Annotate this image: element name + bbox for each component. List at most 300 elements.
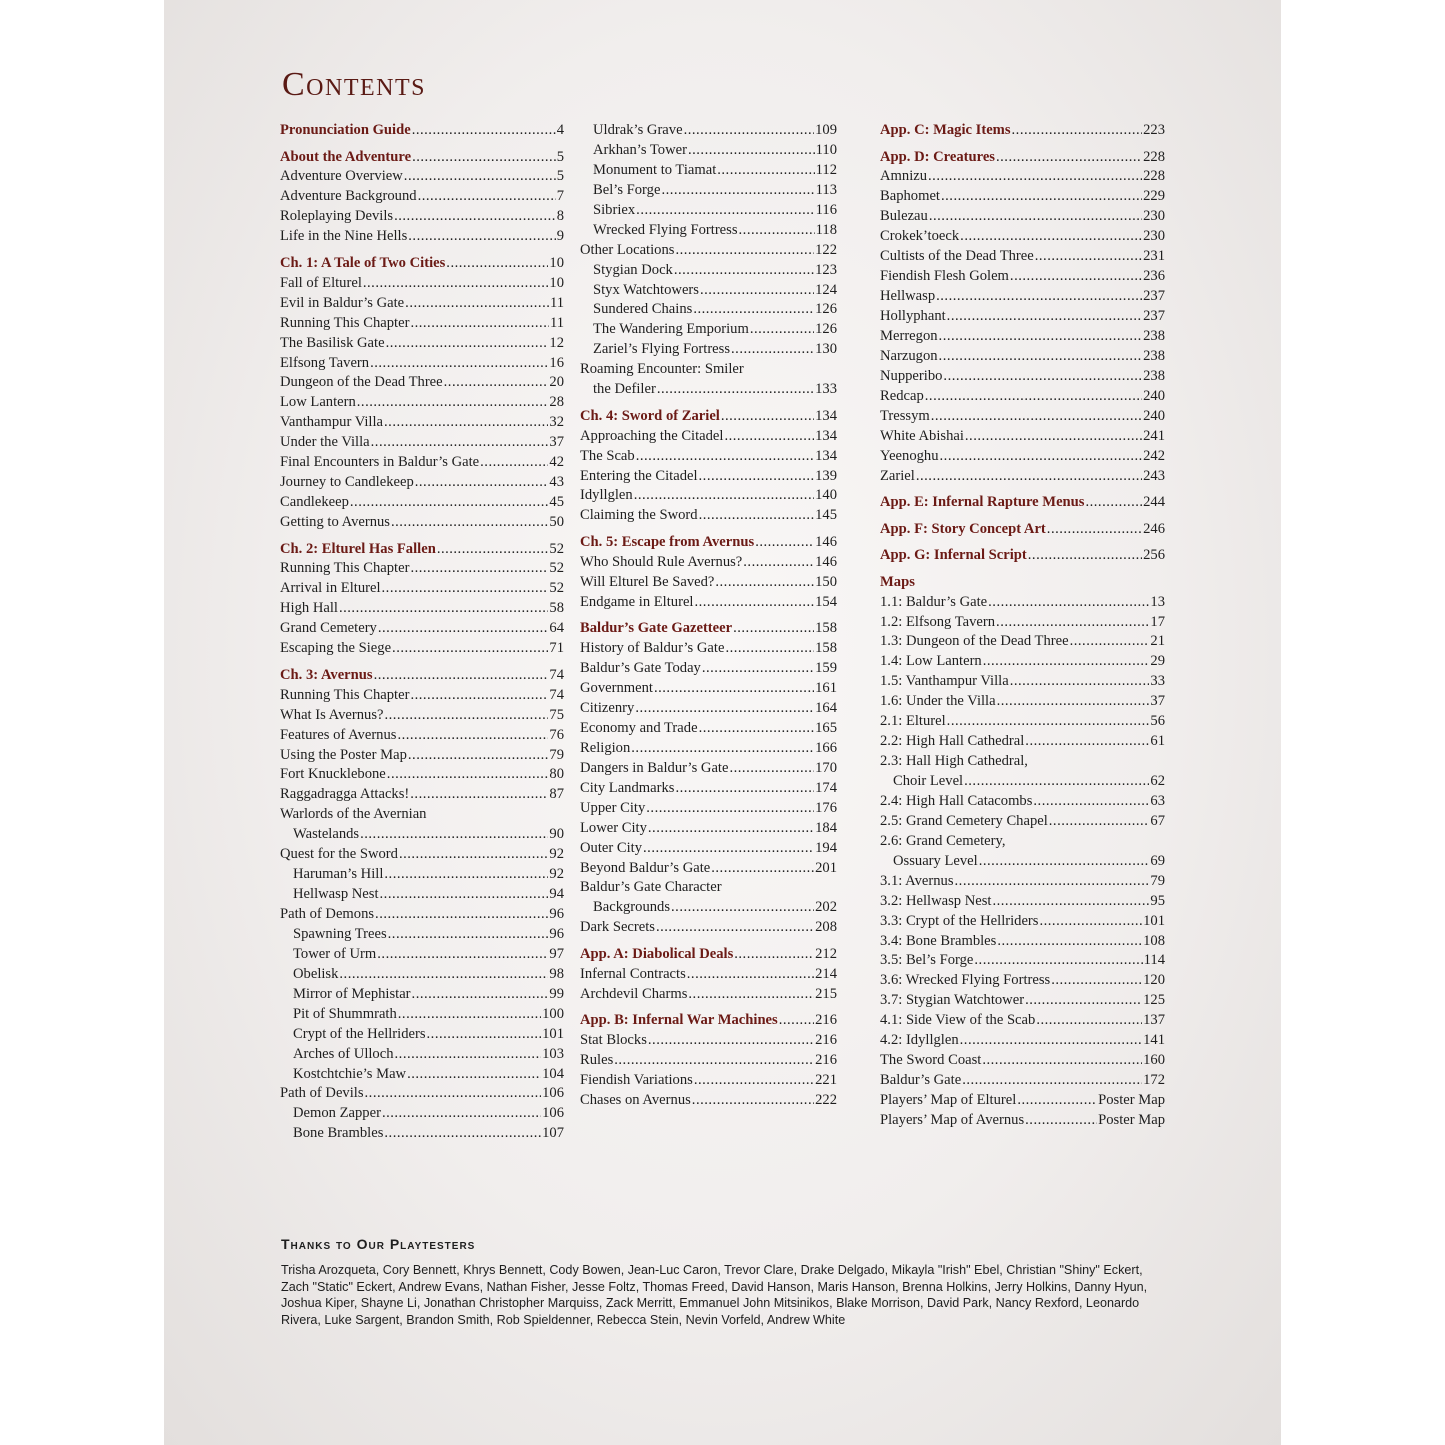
toc-entry-page: 133 xyxy=(815,381,837,398)
dot-leader xyxy=(755,533,814,553)
page-title: Contents xyxy=(282,66,427,103)
toc-entry-title: Fiendish Flesh Golem xyxy=(880,268,1009,285)
toc-entry-title: the Defiler xyxy=(593,381,656,398)
toc-entry xyxy=(280,1104,564,1124)
toc-entry-title: Low Lantern xyxy=(280,394,356,411)
toc-entry-page: 201 xyxy=(815,859,837,876)
toc-entry-title: City Landmarks xyxy=(580,779,675,796)
toc-entry-page: 228 xyxy=(1143,168,1165,185)
toc-entry-title: Government xyxy=(580,680,653,697)
dot-leader xyxy=(692,1091,814,1111)
toc-entry xyxy=(880,613,1165,633)
dot-leader xyxy=(410,785,548,805)
toc-entry xyxy=(880,1051,1165,1071)
toc-entry xyxy=(280,227,564,247)
toc-entry-title: About the Adventure xyxy=(280,148,412,165)
playtesters-heading: Thanks to Our Playtesters xyxy=(281,1236,476,1252)
toc-entry-page: 10 xyxy=(549,274,564,291)
toc-entry xyxy=(580,1091,837,1111)
dot-leader xyxy=(614,1051,814,1071)
toc-entry-title: Ch. 4: Sword of Zariel xyxy=(580,407,720,424)
toc-entry-title: Baphomet xyxy=(880,188,940,205)
toc-entry-title: App. E: Infernal Rapture Menus xyxy=(880,494,1085,511)
toc-entry-title: Zariel’s Flying Fortress xyxy=(593,341,731,358)
toc-entry-page: 125 xyxy=(1143,992,1165,1009)
toc-entry-page: 106 xyxy=(542,1085,564,1102)
toc-entry xyxy=(280,885,564,905)
toc-entry xyxy=(580,1051,837,1071)
toc-entry-title: Raggadragga Attacks! xyxy=(280,786,410,803)
toc-entry-page: 80 xyxy=(549,766,564,783)
toc-entry-page: 172 xyxy=(1143,1072,1165,1089)
toc-entry-title: Lower City xyxy=(580,819,647,836)
toc-entry-page: 126 xyxy=(815,301,837,318)
dot-leader xyxy=(631,739,814,759)
dot-leader xyxy=(939,347,1143,367)
dot-leader xyxy=(983,652,1150,672)
toc-entry xyxy=(280,453,564,473)
toc-entry-title: Economy and Trade xyxy=(580,719,698,736)
dot-leader xyxy=(929,207,1142,227)
dot-leader xyxy=(1025,1111,1097,1131)
dot-leader xyxy=(391,513,548,533)
toc-entry-page: 109 xyxy=(815,122,837,138)
toc-entry-title: Endgame in Elturel xyxy=(580,593,694,610)
dot-leader xyxy=(717,161,814,181)
dot-leader xyxy=(661,181,814,201)
toc-entry-page: 216 xyxy=(815,1012,837,1029)
toc-entry-page: 120 xyxy=(1143,972,1165,989)
dot-leader xyxy=(635,699,814,719)
dot-leader xyxy=(1017,1091,1097,1111)
toc-entry xyxy=(280,334,564,354)
dot-leader xyxy=(418,187,556,207)
toc-entry xyxy=(880,712,1165,732)
toc-entry xyxy=(280,393,564,413)
toc-entry-page: 230 xyxy=(1143,208,1165,225)
toc-entry-page: 63 xyxy=(1150,792,1165,809)
toc-entry-page: 8 xyxy=(556,208,564,225)
toc-entry-page: 110 xyxy=(815,141,837,158)
toc-entry-title: Mirror of Mephistar xyxy=(293,985,411,1002)
toc-entry-page: 228 xyxy=(1143,148,1165,165)
toc-entry-page: 10 xyxy=(549,254,564,271)
dot-leader xyxy=(444,373,549,393)
toc-entry xyxy=(280,187,564,207)
toc-entry xyxy=(280,845,564,865)
toc-entry-title: Other Locations xyxy=(580,241,675,258)
toc-entry-title: Baldur’s Gate Gazetteer xyxy=(580,620,733,637)
dot-leader xyxy=(997,932,1142,952)
dot-leader xyxy=(636,201,814,221)
toc-entry-page: 79 xyxy=(1150,872,1165,889)
dot-leader xyxy=(700,281,814,301)
toc-entry-page: 62 xyxy=(1150,773,1165,790)
toc-entry xyxy=(880,187,1165,207)
toc-entry xyxy=(580,506,837,526)
dot-leader xyxy=(1049,812,1150,832)
toc-entry-title: Arkhan’s Tower xyxy=(593,141,687,158)
toc-entry-title: Archdevil Charms xyxy=(580,985,688,1002)
toc-entry-page: 17 xyxy=(1150,613,1165,630)
dot-leader xyxy=(996,613,1149,633)
toc-entry xyxy=(580,639,837,659)
dot-leader xyxy=(729,759,814,779)
toc-heading-entry xyxy=(880,493,1165,513)
dot-leader xyxy=(410,314,548,334)
toc-entry xyxy=(580,799,837,819)
dot-leader xyxy=(648,819,814,839)
dot-leader xyxy=(693,300,814,320)
toc-heading-entry xyxy=(580,407,837,427)
toc-entry-page: 221 xyxy=(815,1072,837,1089)
toc-entry-title: Entering the Citadel xyxy=(580,467,698,484)
toc-entry xyxy=(880,307,1165,327)
dot-leader xyxy=(721,407,814,427)
toc-entry-title: Obelisk xyxy=(293,965,339,982)
dot-leader xyxy=(398,1005,541,1025)
toc-entry-title: Chases on Avernus xyxy=(580,1092,691,1109)
toc-entry-title: Hellwasp xyxy=(880,288,936,305)
toc-entry-page: 208 xyxy=(815,919,837,936)
toc-column-3 xyxy=(880,121,1165,1131)
dot-leader xyxy=(965,427,1142,447)
toc-heading-entry xyxy=(280,666,564,686)
toc-entry-page: 52 xyxy=(549,560,564,577)
dot-leader xyxy=(1047,520,1142,540)
toc-entry-title: Life in the Nine Hells xyxy=(280,228,408,245)
dot-leader xyxy=(1028,546,1142,566)
toc-entry-page: 242 xyxy=(1143,447,1165,464)
toc-entry xyxy=(280,493,564,513)
dot-leader xyxy=(636,447,814,467)
toc-entry-title: Haruman’s Hill xyxy=(293,866,384,883)
dot-leader xyxy=(371,433,549,453)
toc-entry-title: Upper City xyxy=(580,799,646,816)
toc-entry-page: 52 xyxy=(549,580,564,597)
toc-entry-title: Elfsong Tavern xyxy=(280,354,370,371)
toc-entry-title: Fort Knucklebone xyxy=(280,766,386,783)
toc-entry-page: 12 xyxy=(549,334,564,351)
toc-entry xyxy=(580,573,837,593)
toc-entry-title: 1.1: Baldur’s Gate xyxy=(880,593,988,610)
dot-leader xyxy=(687,965,814,985)
toc-entry-page: 112 xyxy=(815,161,837,178)
toc-entry-title: Outer City xyxy=(580,839,643,856)
toc-entry-page: 5 xyxy=(556,168,564,185)
toc-entry-title: The Basilisk Gate xyxy=(280,334,385,351)
toc-entry-title: Stygian Dock xyxy=(593,261,673,278)
toc-entry-page: 140 xyxy=(815,487,837,504)
toc-entry-page: 176 xyxy=(815,799,837,816)
toc-entry-title: Amnizu xyxy=(880,168,928,185)
toc-entry-page: 145 xyxy=(815,507,837,524)
toc-entry-title: Grand Cemetery xyxy=(280,620,377,637)
toc-entry xyxy=(880,971,1165,991)
toc-entry-page: 141 xyxy=(1143,1032,1165,1049)
toc-entry-title: Ch. 2: Elturel Has Fallen xyxy=(280,540,436,557)
toc-entry-title: Sibriex xyxy=(593,201,636,218)
toc-entry xyxy=(880,852,1165,872)
toc-entry-page: 238 xyxy=(1143,347,1165,364)
toc-entry xyxy=(580,898,837,918)
toc-column-2 xyxy=(580,121,837,1111)
dot-leader xyxy=(940,447,1143,467)
dot-leader xyxy=(634,486,814,506)
toc-entry xyxy=(880,1031,1165,1051)
dot-leader xyxy=(397,726,548,746)
dot-leader xyxy=(943,367,1142,387)
toc-entry-page: 108 xyxy=(1143,932,1165,949)
dot-leader xyxy=(979,852,1150,872)
toc-entry-page: 146 xyxy=(815,553,837,570)
toc-entry-title: 3.4: Bone Brambles xyxy=(880,932,997,949)
toc-entry-page: 87 xyxy=(549,786,564,803)
dot-leader xyxy=(955,872,1150,892)
toc-entry xyxy=(280,865,564,885)
toc-entry-page: 103 xyxy=(542,1045,564,1062)
toc-entry-title: Will Elturel Be Saved? xyxy=(580,573,715,590)
toc-entry-title: Zariel xyxy=(880,467,915,484)
toc-entry-title: Nupperibo xyxy=(880,367,943,384)
toc-entry xyxy=(580,965,837,985)
toc-entry-title: Path of Devils xyxy=(280,1085,364,1102)
toc-entry-title: Demon Zapper xyxy=(293,1105,381,1122)
toc-entry-page: 130 xyxy=(815,341,837,358)
toc-entry-title: App. F: Story Concept Art xyxy=(880,520,1046,537)
dot-leader xyxy=(962,1071,1142,1091)
dot-leader xyxy=(427,1025,542,1045)
toc-entry-page: 11 xyxy=(549,294,564,311)
dot-leader xyxy=(1085,493,1142,513)
toc-entry xyxy=(280,599,564,619)
toc-entry-title: The Wandering Emporium xyxy=(593,321,749,338)
toc-entry-page: 4 xyxy=(556,122,564,138)
toc-entry-title: Citizenry xyxy=(580,700,635,717)
toc-entry-page: 159 xyxy=(815,660,837,677)
toc-entry xyxy=(580,121,837,141)
toc-entry xyxy=(280,559,564,579)
dot-leader xyxy=(734,945,814,965)
toc-heading-entry xyxy=(280,121,564,141)
dot-leader xyxy=(384,706,548,726)
toc-entry-page: 11 xyxy=(549,314,564,331)
toc-entry xyxy=(580,447,837,467)
dot-leader xyxy=(392,639,548,659)
toc-entry xyxy=(280,1005,564,1025)
toc-entry xyxy=(580,161,837,181)
toc-entry-title: 1.4: Low Lantern xyxy=(880,653,982,670)
toc-entry-title: Quest for the Sword xyxy=(280,846,398,863)
toc-entry-title: Styx Watchtowers xyxy=(593,281,699,298)
dot-leader xyxy=(387,765,549,785)
toc-entry xyxy=(580,320,837,340)
toc-entry-page: 116 xyxy=(815,201,837,218)
toc-entry xyxy=(280,433,564,453)
dot-leader xyxy=(1033,792,1149,812)
dot-leader xyxy=(386,334,549,354)
toc-entry-page: 160 xyxy=(1143,1052,1165,1069)
toc-entry-page: 52 xyxy=(549,540,564,557)
toc-entry-page: 236 xyxy=(1143,268,1165,285)
toc-entry-page: 76 xyxy=(549,726,564,743)
toc-entry-page: 64 xyxy=(549,620,564,637)
dot-leader xyxy=(377,945,548,965)
dot-leader xyxy=(646,799,814,819)
toc-entry-title: Tower of Urm xyxy=(293,945,377,962)
toc-entry xyxy=(880,991,1165,1011)
toc-entry xyxy=(580,261,837,281)
toc-entry xyxy=(280,294,564,314)
toc-entry-page: 237 xyxy=(1143,288,1165,305)
dot-leader xyxy=(982,1051,1142,1071)
toc-entry-page: 74 xyxy=(549,686,564,703)
dot-leader xyxy=(648,1031,814,1051)
toc-entry-page: 146 xyxy=(815,533,837,550)
toc-entry xyxy=(880,812,1165,832)
toc-entry xyxy=(880,692,1165,712)
dot-leader xyxy=(357,393,549,413)
toc-entry xyxy=(280,1084,564,1104)
dot-leader xyxy=(939,327,1143,347)
toc-entry-title: Roaming Encounter: Smiler xyxy=(580,361,744,378)
toc-entry xyxy=(280,765,564,785)
playtesters-names: Trisha Arozqueta, Cory Bennett, Khrys Bennett, Cody Bowen, Jean-Luc Caron, Trevor Clare, Drake Delgado, Mikayla "Irish" Ebel, Christian "Shiny" Eckert, Zach "Static" Eckert, Andrew Evans, Nathan Fisher, Jesse Foltz, Thomas Freed, David Hanson, Maris Hanson, Brenna Holkins, Jerry Holkins, Danny Hyun, Joshua Kiper, Shayne Li, Jonathan Christopher Marquiss, Zack Merritt, Emmanuel John Mitsinikos, Blake Morrison, David Park, Nancy Rexford, Leonardo Rivera, Luke Sargent, Brandon Smith, Rob Spieldenner, Rebecca Stein, Nevin Vorfeld, Andrew White xyxy=(281,1263,1148,1327)
toc-heading-entry xyxy=(880,520,1165,540)
dot-leader xyxy=(408,746,549,766)
toc-entry xyxy=(280,965,564,985)
dot-leader xyxy=(1051,971,1142,991)
toc-entry-title: App. A: Diabolical Deals xyxy=(580,945,734,962)
toc-entry-page: 98 xyxy=(549,965,564,982)
dot-leader xyxy=(405,294,549,314)
toc-entry-title: Adventure Background xyxy=(280,188,417,205)
toc-entry-title: 2.2: High Hall Cathedral xyxy=(880,733,1025,750)
toc-entry-title: App. B: Infernal War Machines xyxy=(580,1012,778,1029)
toc-entry-page: 139 xyxy=(815,467,837,484)
dot-leader xyxy=(711,859,814,879)
toc-entry-page: 69 xyxy=(1150,852,1165,869)
toc-entry xyxy=(580,281,837,301)
toc-entry-page: 216 xyxy=(815,1052,837,1069)
toc-entry-title: Beyond Baldur’s Gate xyxy=(580,859,711,876)
toc-entry-title: 2.4: High Hall Catacombs xyxy=(880,792,1033,809)
toc-entry xyxy=(880,593,1165,613)
toc-entry xyxy=(580,221,837,241)
toc-entry-title: Maps xyxy=(880,573,915,590)
toc-entry-title: 3.5: Bel’s Forge xyxy=(880,952,974,969)
toc-entry-title: Pit of Shummrath xyxy=(293,1005,397,1022)
toc-heading-entry xyxy=(580,1011,837,1031)
toc-entry-page: 238 xyxy=(1143,367,1165,384)
dot-leader xyxy=(643,839,814,859)
toc-heading-entry xyxy=(280,540,564,560)
toc-entry-page: 42 xyxy=(549,454,564,471)
toc-entry-page: Poster Map xyxy=(1098,1111,1165,1128)
toc-entry-title: App. D: Creatures xyxy=(880,148,995,165)
toc-entry xyxy=(880,287,1165,307)
toc-entry-title: Backgrounds xyxy=(593,899,671,916)
dot-leader xyxy=(339,599,548,619)
toc-entry-title: Vanthampur Villa xyxy=(280,414,384,431)
toc-entry-page: 33 xyxy=(1150,673,1165,690)
dot-leader xyxy=(480,453,548,473)
toc-entry-title: Idyllglen xyxy=(580,487,633,504)
toc-entry xyxy=(580,739,837,759)
toc-entry-title: 4.1: Side View of the Scab xyxy=(880,1012,1036,1029)
dot-leader xyxy=(694,1071,814,1091)
dot-leader xyxy=(378,619,549,639)
toc-entry-page: 16 xyxy=(549,354,564,371)
toc-entry-page: 184 xyxy=(815,819,837,836)
dot-leader xyxy=(1010,267,1142,287)
toc-entry xyxy=(880,1091,1165,1111)
toc-entry xyxy=(280,985,564,1005)
toc-entry xyxy=(880,347,1165,367)
toc-entry-page: 246 xyxy=(1143,520,1165,537)
toc-entry-page: 95 xyxy=(1150,892,1165,909)
toc-entry xyxy=(580,380,837,400)
toc-column-1 xyxy=(280,121,564,1144)
toc-entry xyxy=(880,227,1165,247)
toc-entry-title: 3.2: Hellwasp Nest xyxy=(880,892,992,909)
toc-entry-title: Journey to Candlekeep xyxy=(280,474,414,491)
toc-entry-page: 161 xyxy=(815,680,837,697)
toc-heading-entry xyxy=(280,254,564,274)
dot-leader xyxy=(360,825,548,845)
toc-entry-title: Under the Villa xyxy=(280,434,370,451)
toc-entry xyxy=(280,354,564,374)
toc-entry-page: 240 xyxy=(1143,407,1165,424)
toc-entry-page: 61 xyxy=(1150,733,1165,750)
toc-entry-page: 229 xyxy=(1143,188,1165,205)
toc-entry-page: 244 xyxy=(1143,494,1165,511)
dot-leader xyxy=(724,427,814,447)
toc-entry-title: Getting to Avernus xyxy=(280,514,390,530)
toc-entry-page: 104 xyxy=(542,1065,564,1082)
toc-heading-entry xyxy=(880,121,1165,141)
toc-entry-title: Crokek’toeck xyxy=(880,228,960,245)
toc-entry-title: Bel’s Forge xyxy=(593,181,661,198)
toc-entry-page: 74 xyxy=(549,666,564,683)
toc-entry-title: Baldur’s Gate Today xyxy=(580,660,701,677)
toc-entry xyxy=(880,327,1165,347)
toc-entry-page: 214 xyxy=(815,965,837,982)
toc-entry xyxy=(880,1011,1165,1031)
toc-entry-page: 28 xyxy=(549,394,564,411)
toc-entry-title: Players’ Map of Avernus xyxy=(880,1111,1025,1128)
dot-leader xyxy=(657,380,814,400)
toc-entry-title: Fiendish Variations xyxy=(580,1072,693,1089)
dot-leader xyxy=(1070,632,1150,652)
dot-leader xyxy=(996,148,1142,168)
toc-entry-title: 2.3: Hall High Cathedral, xyxy=(880,753,1028,770)
toc-entry-title: Stat Blocks xyxy=(580,1032,647,1049)
toc-entry-page: 92 xyxy=(549,866,564,883)
toc-entry xyxy=(880,832,1165,852)
toc-entry-page: 29 xyxy=(1150,653,1165,670)
dot-leader xyxy=(1036,1011,1142,1031)
dot-leader xyxy=(779,1011,814,1031)
toc-entry-title: 1.6: Under the Villa xyxy=(880,693,996,710)
toc-entry-title: History of Baldur’s Gate xyxy=(580,640,725,657)
toc-entry xyxy=(880,732,1165,752)
dot-leader xyxy=(380,885,549,905)
toc-entry xyxy=(580,340,837,360)
toc-entry-title: Merregon xyxy=(880,327,938,344)
toc-entry xyxy=(580,201,837,221)
toc-entry xyxy=(580,1071,837,1091)
